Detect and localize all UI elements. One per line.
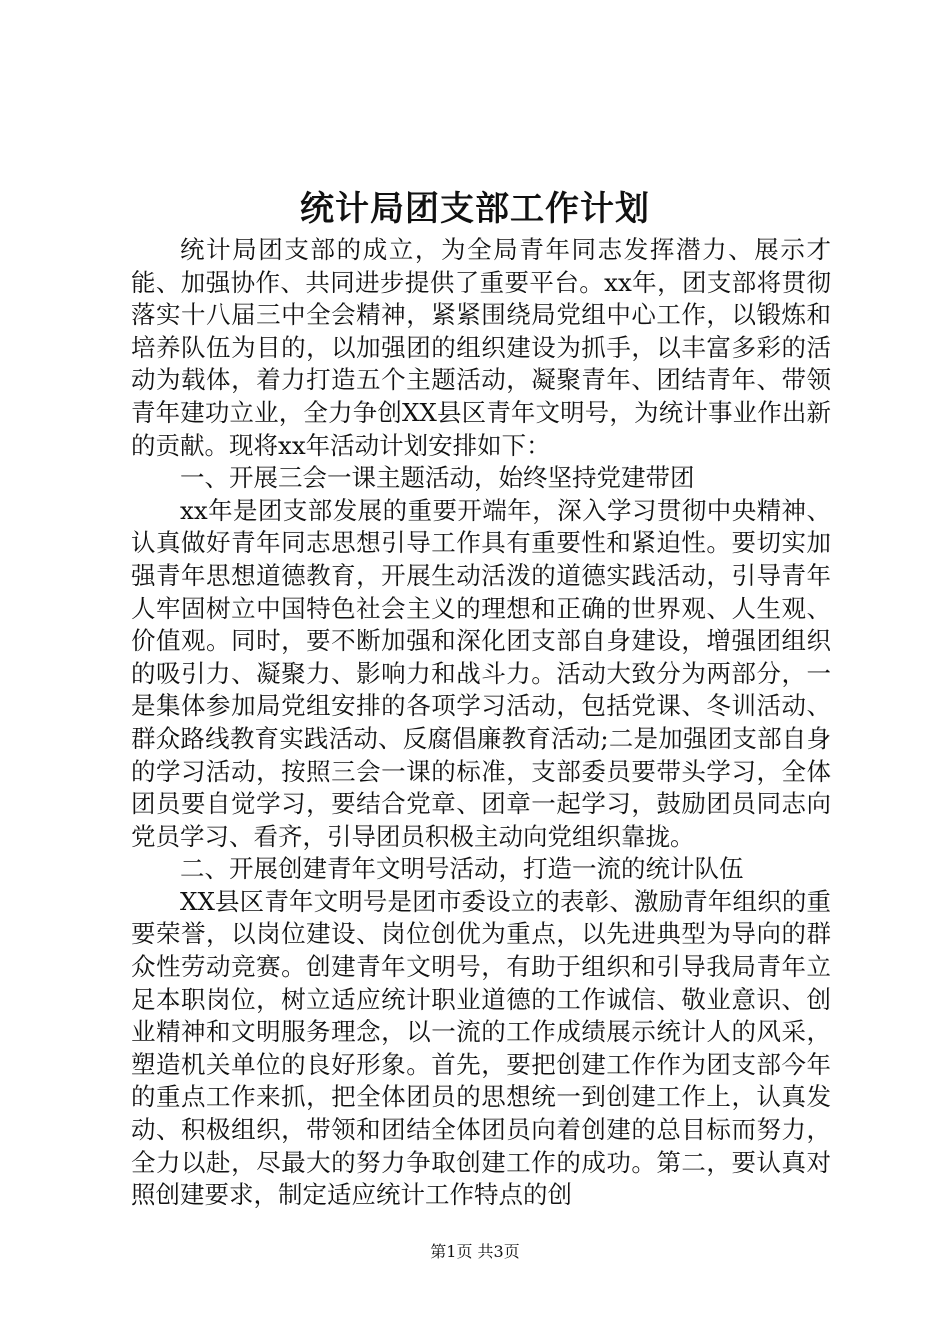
section-heading-2: 二、开展创建青年文明号活动，打造一流的统计队伍	[180, 854, 744, 884]
section-2-paragraph: XX县区青年文明号是团市委设立的表彰、激励青年组织的重要荣誉，以岗位建设、岗位创优为重点，以先进典型为导向的群众性劳动竞赛。创建青年文明号，有助于组织和引导我局青年立足本职岗位，树立适应统计职业道德的工作诚信、敬业意识、创业精神和文明服务理念，以一流的工作成绩展示统计人的风采，塑造机关单位的良好形象。首先，要把创建工作作为团支部今年的重点工作来抓，把全体团员的思想统一到创建工作上，认真发动、积极组织，带领和团结全体团员向着创建的总目标而努力，全力以赴，尽最大的努力争取创建工作的成功。第二，要认真对照创建要求，制定适应统计工作特点的创	[131, 886, 831, 1210]
page-title: 统计局团支部工作计划	[300, 189, 650, 229]
document-body	[131, 234, 831, 1212]
section-heading-1: 一、开展三会一课主题活动，始终坚持党建带团	[180, 463, 695, 493]
intro-paragraph: 统计局团支部的成立，为全局青年同志发挥潜力、展示才能、加强协作、共同进步提供了重要平台。xx年，团支部将贯彻落实十八届三中全会精神，紧紧围绕局党组中心工作，以锻炼和培养队伍为目的，以加强团的组织建设为抓手，以丰富多彩的活动为载体，着力打造五个主题活动，凝聚青年、团结青年、带领青年建功立业，全力争创XX县区青年文明号，为统计事业作出新的贡献。现将xx年活动计划安排如下：	[131, 235, 831, 460]
page-footer: 第1页 共3页	[430, 1242, 520, 1261]
section-1-paragraph: xx年是团支部发展的重要开端年，深入学习贯彻中央精神、认真做好青年同志思想引导工作具有重要性和紧迫性。要切实加强青年思想道德教育，开展生动活泼的道德实践活动，引导青年人牢固树立中国特色社会主义的理想和正确的世界观、人生观、价值观。同时，要不断加强和深化团支部自身建设，增强团组织的吸引力、凝聚力、影响力和战斗力。活动大致分为两部分，一是集体参加局党组安排的各项学习活动，包括党课、冬训活动、群众路线教育实践活动、反腐倡廉教育活动;二是加强团支部自身的学习活动，按照三会一课的标准，支部委员要带头学习，全体团员要自觉学习，要结合党章、团章一起学习，鼓励团员同志向党员学习、看齐，引导团员积极主动向党组织靠拢。	[131, 495, 831, 851]
